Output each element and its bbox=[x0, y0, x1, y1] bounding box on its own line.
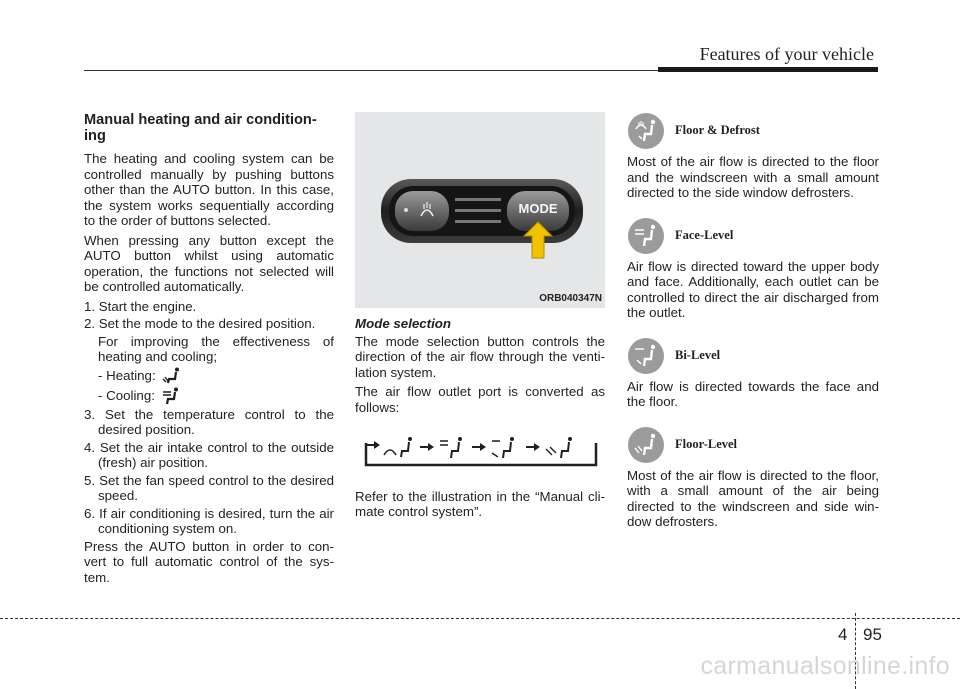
watermark: carmanualsonline.info bbox=[700, 652, 950, 680]
bi-level-icon bbox=[627, 337, 665, 375]
floor-defrost-icon bbox=[384, 437, 412, 457]
floor-level-icon bbox=[546, 437, 572, 458]
step-5: 5. Set the fan speed control to the desired speed. bbox=[84, 472, 334, 503]
mode-label: Floor-Level bbox=[675, 436, 738, 451]
mode-label: Floor & Defrost bbox=[675, 123, 760, 138]
mode-paragraph-2: The air flow outlet port is converted as follows: bbox=[355, 384, 605, 415]
cooling-label: - Cooling: bbox=[98, 387, 155, 403]
heating-line bbox=[84, 367, 334, 385]
mode-bi-level bbox=[627, 337, 879, 375]
mode-floor-defrost bbox=[627, 112, 879, 150]
face-mode-icon bbox=[161, 387, 181, 405]
mode-selection-section bbox=[355, 112, 605, 524]
mode-description: Most of the air flow is directed to the floor and the windscreen with a small amount directed to the side window defrosters. bbox=[627, 154, 879, 200]
mode-face-level bbox=[627, 217, 879, 255]
step-4: 4. Set the air intake control to the outside (fresh) air position. bbox=[84, 439, 334, 470]
mode-description: Air flow is directed towards the face and the floor. bbox=[627, 378, 879, 409]
mode-sequence-diagram bbox=[360, 433, 600, 473]
closing-paragraph: Press the AUTO button in order to con-vert to full automatic control of the sys-tem. bbox=[84, 538, 334, 585]
mode-paragraph-3: Refer to the illustration in the “Manual cli-mate control system”. bbox=[355, 488, 605, 519]
footer-rule bbox=[0, 618, 960, 619]
mode-button-label: MODE bbox=[518, 201, 558, 216]
header-rule-accent bbox=[658, 67, 878, 72]
mode-paragraph-1: The mode selection button controls the direction of the air flow through the venti-lation system. bbox=[355, 333, 605, 380]
header-title: Features of your vehicle bbox=[699, 44, 874, 64]
mode-floor-level bbox=[627, 426, 879, 464]
chapter-number: 4 bbox=[838, 625, 848, 644]
mode-description: Air flow is directed toward the upper body and face. Additionally, each outlet can be controlled to direct the air discharged from the outlet. bbox=[627, 258, 879, 320]
mode-label: Bi-Level bbox=[675, 347, 721, 362]
step-2: 2. Set the mode to the desired position. bbox=[84, 316, 316, 331]
mode-selection-title: Mode selection bbox=[355, 316, 452, 331]
face-level-icon bbox=[627, 217, 665, 255]
mode-description: Most of the air flow is directed to the floor, with a small amount of the air being directed to the windscreen and side win-dow defrosters. bbox=[627, 467, 879, 529]
auto-paragraph: When pressing any button except the AUTO button whilst using automatic operation, the functions not selected will be controlled automatically. bbox=[84, 232, 334, 294]
mode-descriptions bbox=[627, 112, 879, 534]
cooling-line bbox=[84, 387, 334, 405]
floor-defrost-icon bbox=[627, 112, 665, 150]
intro-paragraph: The heating and cooling system can be controlled manually by pushing buttons other than the AUTO button. In this case, the system works sequentially according to the order of buttons selected. bbox=[84, 151, 334, 228]
figure-label: ORB040347N bbox=[539, 292, 602, 304]
section-title: Manual heating and air condition-ing bbox=[84, 112, 317, 144]
heating-label: - Heating: bbox=[98, 367, 156, 383]
face-level-icon bbox=[440, 437, 462, 458]
control-panel-illustration bbox=[355, 112, 605, 308]
mode-button-figure bbox=[355, 112, 605, 308]
step-3: 3. Set the temperature control to the desired position. bbox=[84, 406, 334, 437]
floor-mode-icon bbox=[162, 367, 182, 385]
floor-level-icon bbox=[627, 426, 665, 464]
header-rule bbox=[84, 70, 660, 71]
step-6: 6. If air conditioning is desired, turn the air conditioning system on. bbox=[84, 505, 334, 536]
bi-level-icon bbox=[492, 437, 514, 458]
manual-heating-section bbox=[84, 112, 334, 589]
step-2-detail: For improving the effectiveness of heating and cooling; bbox=[98, 333, 334, 364]
step-1: 1. Start the engine. bbox=[84, 298, 197, 314]
page-number: 95 bbox=[863, 625, 882, 644]
mode-label: Face-Level bbox=[675, 227, 734, 242]
